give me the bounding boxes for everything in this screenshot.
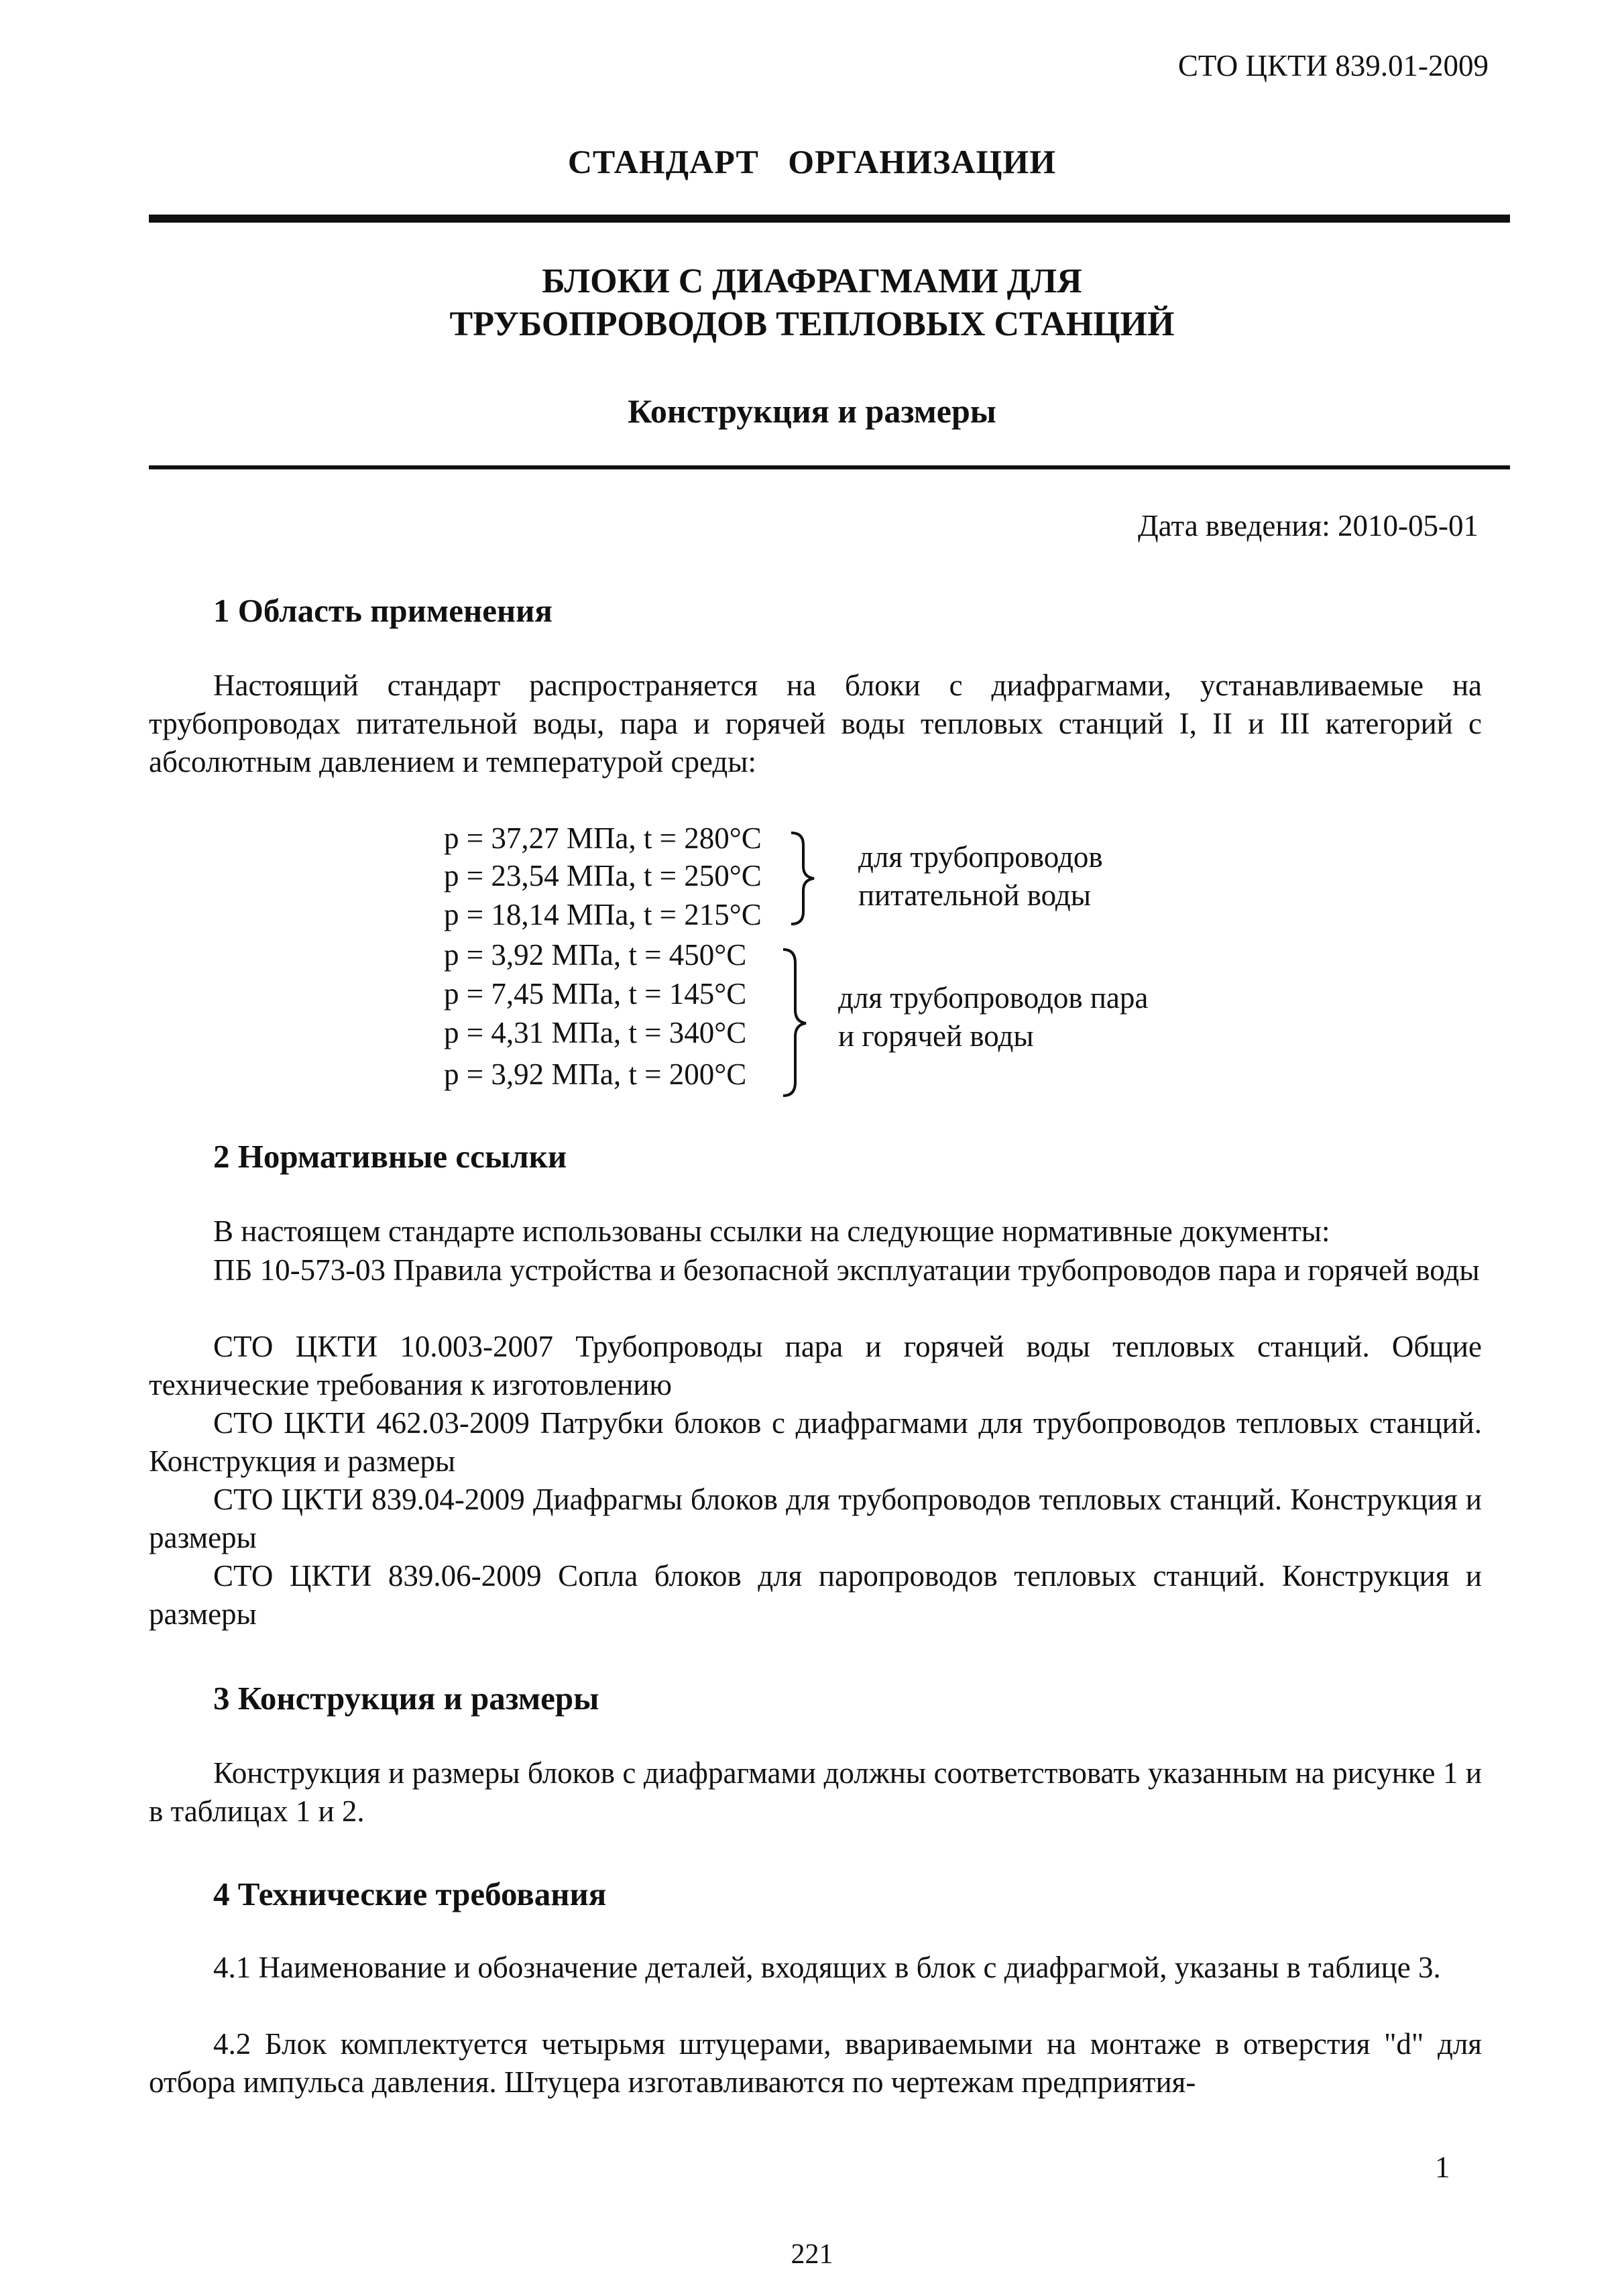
section-4-heading: 4 Технические требования — [213, 1876, 607, 1912]
formula-2: p = 23,54 МПа, t = 250°C — [444, 859, 762, 893]
document-subtitle: Конструкция и размеры — [628, 392, 996, 430]
section-2-heading: 2 Нормативные ссылки — [213, 1138, 567, 1175]
title-line-2: ТРУБОПРОВОДОВ ТЕПЛОВЫХ СТАНЦИЙ — [449, 305, 1175, 343]
introduction-date: Дата введения: 2010-05-01 — [1137, 509, 1478, 542]
reference-item: СТО ЦКТИ 839.06-2009 Сопла блоков для паропроводов тепловых станций. Конструкция и размеры — [149, 1559, 1482, 1631]
page-number: 1 — [1435, 2150, 1450, 2184]
brace-icon — [783, 829, 823, 929]
formula-4: p = 3,92 МПа, t = 450°C — [444, 938, 747, 972]
top-divider — [149, 215, 1510, 223]
formula-7: p = 3,92 МПа, t = 200°C — [444, 1057, 747, 1091]
section-4-item-1: 4.1 Наименование и обозначение деталей, входящих в блок с диафрагмой, указаны в таблице 3. — [213, 1951, 1441, 1984]
formula-5: p = 7,45 МПа, t = 145°C — [444, 977, 747, 1011]
formula-note-feedwater: для трубопроводов питательной воды — [858, 840, 1103, 912]
section-1-heading: 1 Область применения — [213, 592, 553, 629]
document-title — [0, 260, 1624, 346]
section-3-heading: 3 Конструкция и размеры — [213, 1680, 599, 1717]
reference-intro: В настоящем стандарте использованы ссылки на следующие нормативные документы: — [213, 1214, 1330, 1248]
formula-note-steam: для трубопроводов пара и горячей воды — [838, 981, 1149, 1053]
title-line-1: БЛОКИ С ДИАФРАГМАМИ ДЛЯ — [542, 262, 1082, 300]
reference-item: СТО ЦКТИ 839.04-2009 Диафрагмы блоков для трубопроводов тепловых станций. Конструкция и размеры — [149, 1483, 1482, 1554]
section-1-text: Настоящий стандарт распространяется на блоки с диафрагмами, устанавливаемые на трубопроводах питательной воды, пара и горячей воды тепловых станций I, II и III категорий с абсолютным давлением и температурой среды: — [149, 669, 1482, 779]
formula-1: p = 37,27 МПа, t = 280°C — [444, 821, 762, 855]
document-code: СТО ЦКТИ 839.01-2009 — [1177, 49, 1489, 82]
brace-icon — [776, 945, 817, 1100]
organization-standard-heading: СТАНДАРТ ОРГАНИЗАЦИИ — [567, 143, 1057, 180]
formula-6: p = 4,31 МПа, t = 340°C — [444, 1016, 747, 1049]
section-4-item-2: 4.2 Блок комплектуется четырьмя штуцерами, ввариваемыми на монтаже в отверстия "d" для отбора импульса давления. Штуцера изготавливаются по чертежам предприятия- — [149, 2027, 1482, 2099]
footer-page-number: 221 — [791, 2239, 833, 2270]
formula-3: p = 18,14 МПа, t = 215°C — [444, 898, 762, 931]
section-3-text: Конструкция и размеры блоков с диафрагмами должны соответствовать указанным на рисунке 1 и в таблицах 1 и 2. — [149, 1756, 1482, 1828]
reference-item: СТО ЦКТИ 10.003-2007 Трубопроводы пара и горячей воды тепловых станций. Общие технические требования к изготовлению — [149, 1330, 1482, 1401]
reference-item: ПБ 10-573-03 Правила устройства и безопасной эксплуатации трубопроводов пара и горячей воды — [213, 1253, 1480, 1287]
bottom-divider — [149, 465, 1510, 469]
reference-item: СТО ЦКТИ 462.03-2009 Патрубки блоков с диафрагмами для трубопроводов тепловых станций. Конструкция и размеры — [149, 1406, 1482, 1478]
